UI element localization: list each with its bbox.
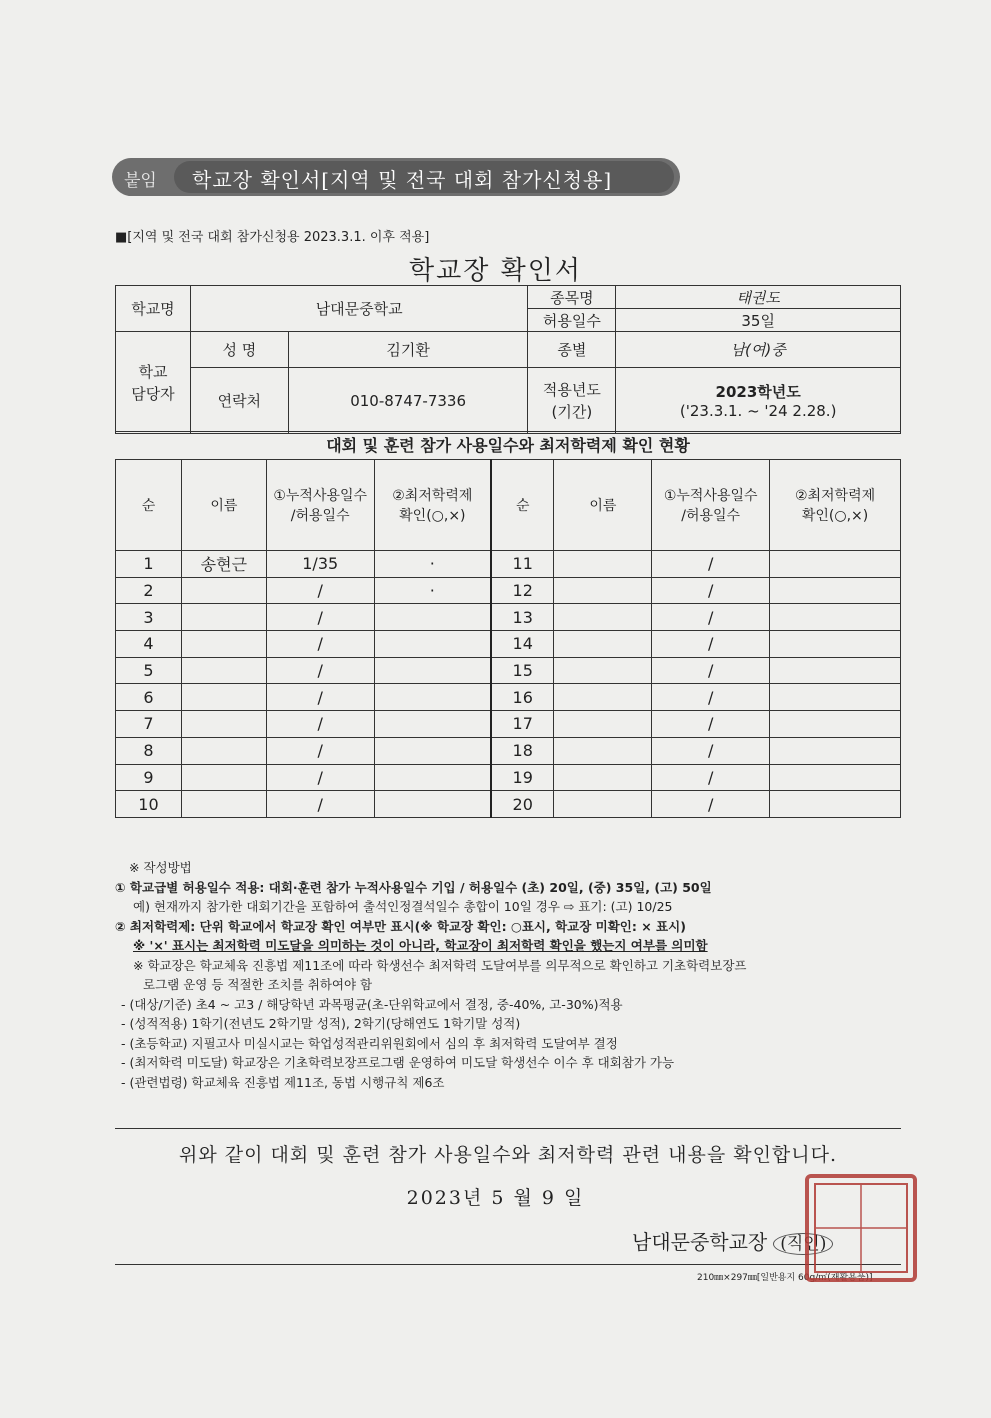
col-header-name: 이름 <box>181 460 266 551</box>
student-name <box>181 631 266 658</box>
note-detail: - (성적적용) 1학기(전년도 2학기말 성적), 2학기(당해연도 1학기말 성적) <box>121 1016 521 1031</box>
used-days: / <box>266 657 374 684</box>
table-row <box>116 711 901 738</box>
student-name <box>554 577 652 604</box>
note-detail: - (최저학력 미도달) 학교장은 기초학력보장프로그램 운영하여 미도달 학생선수 이수 후 대회참가 가능 <box>121 1055 675 1070</box>
academic-check <box>374 737 491 764</box>
academic-check <box>374 711 491 738</box>
student-name: 송현근 <box>181 551 266 578</box>
academic-check <box>770 711 901 738</box>
academic-check <box>770 604 901 631</box>
year-label: 적용년도 (기간) <box>528 368 616 434</box>
student-name <box>181 604 266 631</box>
staff-label: 학교 담당자 <box>116 332 191 434</box>
row-number: 7 <box>116 711 182 738</box>
sport-label: 종목명 <box>528 286 616 309</box>
student-name <box>181 684 266 711</box>
contact-label: 연락처 <box>190 368 288 434</box>
academic-check <box>770 577 901 604</box>
academic-check <box>374 764 491 791</box>
used-days: / <box>266 737 374 764</box>
used-days: / <box>652 551 770 578</box>
row-number: 4 <box>116 631 182 658</box>
banner-title: 학교장 확인서[지역 및 전국 대회 참가신청용] <box>192 168 613 192</box>
used-days: / <box>652 631 770 658</box>
student-name <box>554 764 652 791</box>
signature-mark: (직인) <box>773 1233 833 1255</box>
row-number: 1 <box>116 551 182 578</box>
used-days: / <box>652 764 770 791</box>
academic-check <box>374 791 491 818</box>
student-name <box>181 737 266 764</box>
school-value: 남대문중학교 <box>190 286 528 332</box>
col-header-no: 순 <box>116 460 182 551</box>
row-number: 17 <box>491 711 554 738</box>
col-header-no: 순 <box>491 460 554 551</box>
table-row <box>116 791 901 818</box>
row-number: 20 <box>491 791 554 818</box>
student-name <box>181 791 266 818</box>
row-number: 13 <box>491 604 554 631</box>
used-days: / <box>266 764 374 791</box>
note-principal-duty: ※ 학교장은 학교체육 진흥법 제11조에 따라 학생선수 최저학력 도달여부를 의무적으로 확인하고 기초학력보장프 <box>133 957 747 973</box>
confirmation-text: 위와 같이 대회 및 훈련 참가 사용일수와 최저학력 관련 내용을 확인합니다. <box>178 1144 838 1166</box>
note-allowed-days: ① 학교급별 허용일수 적용: 대회·훈련 참가 누적사용일수 기입 / 허용일수 (초) 20일, (중) 35일, (고) 50일 <box>115 879 712 895</box>
row-number: 16 <box>491 684 554 711</box>
table-row <box>116 684 901 711</box>
row-number: 12 <box>491 577 554 604</box>
note-detail: - (초등학교) 지필고사 미실시교는 학업성적관리위원회에서 심의 후 최저학력 도달여부 결정 <box>121 1035 618 1051</box>
academic-check <box>770 551 901 578</box>
student-name <box>181 764 266 791</box>
row-number: 2 <box>116 577 182 604</box>
used-days: / <box>652 604 770 631</box>
section-title: 대회 및 훈련 참가 사용일수와 최저학력제 확인 현황 <box>115 431 901 460</box>
row-number: 11 <box>491 551 554 578</box>
notes-heading: ※ 작성방법 <box>129 860 192 875</box>
used-days: / <box>652 684 770 711</box>
academic-check <box>770 631 901 658</box>
used-days: 1/35 <box>266 551 374 578</box>
issue-date: 2023년 5 월 9 일 <box>406 1187 585 1209</box>
academic-check <box>374 657 491 684</box>
student-name <box>554 631 652 658</box>
gender-value: 남(여)중 <box>616 332 901 368</box>
note-x-meaning: ※ '×' 표시는 최저학력 미도달을 의미하는 것이 아니라, 학교장이 최저학력 확인을 했는지 여부를 의미함 <box>133 938 708 953</box>
used-days: / <box>266 577 374 604</box>
note-principal-duty-cont: 로그램 운영 등 적절한 조치를 취하여야 함 <box>143 977 373 992</box>
student-name <box>554 791 652 818</box>
table-row <box>116 551 901 578</box>
col-header-name: 이름 <box>554 460 652 551</box>
academic-check <box>770 791 901 818</box>
academic-check <box>374 684 491 711</box>
student-name <box>554 551 652 578</box>
used-days: / <box>652 577 770 604</box>
writing-instructions <box>115 858 905 1092</box>
used-days: / <box>266 711 374 738</box>
info-table <box>115 285 901 434</box>
note-detail: - (대상/기준) 초4 ~ 고3 / 해당학년 과목평균(초-단위학교에서 결정, 중-40%, 고-30%)적용 <box>121 996 623 1012</box>
col-header-check: ②최저학력제 확인(○,×) <box>770 460 901 551</box>
school-label: 학교명 <box>116 286 191 332</box>
row-number: 8 <box>116 737 182 764</box>
divider <box>115 1128 901 1129</box>
row-number: 3 <box>116 604 182 631</box>
academic-check <box>770 764 901 791</box>
attachment-tag: 붙임 <box>124 171 157 191</box>
period-value: ('23.3.1. ~ '24 2.28.) <box>679 402 837 420</box>
allowed-label: 허용일수 <box>528 309 616 332</box>
academic-check: · <box>374 577 491 604</box>
contact-value: 010-8747-7336 <box>288 368 528 434</box>
title-banner <box>112 158 680 196</box>
student-name <box>554 604 652 631</box>
academic-check <box>374 604 491 631</box>
gender-label: 종별 <box>528 332 616 368</box>
row-number: 19 <box>491 764 554 791</box>
sport-value: 태권도 <box>616 286 901 309</box>
table-row <box>116 657 901 684</box>
academic-check: · <box>374 551 491 578</box>
used-days: / <box>652 657 770 684</box>
academic-check <box>770 657 901 684</box>
academic-check <box>770 737 901 764</box>
table-row <box>116 631 901 658</box>
row-number: 18 <box>491 737 554 764</box>
student-name <box>181 577 266 604</box>
official-seal <box>805 1174 917 1282</box>
used-days: / <box>266 604 374 631</box>
student-name <box>554 657 652 684</box>
allowed-value: 35일 <box>616 309 901 332</box>
row-number: 5 <box>116 657 182 684</box>
student-name <box>554 684 652 711</box>
note-min-academic: ② 최저학력제: 단위 학교에서 학교장 확인 여부만 표시(※ 학교장 확인: ○표시, 학교장 미확인: × 표시) <box>115 918 686 934</box>
academic-check <box>770 684 901 711</box>
rule-note: ■[지역 및 전국 대회 참가신청용 2023.3.1. 이후 적용] <box>115 230 430 245</box>
signer-name: 남대문중학교장 <box>632 1230 768 1254</box>
row-number: 10 <box>116 791 182 818</box>
signer <box>632 1226 833 1255</box>
row-number: 14 <box>491 631 554 658</box>
table-row <box>116 577 901 604</box>
student-name <box>554 711 652 738</box>
name-value: 김기환 <box>288 332 528 368</box>
note-allowed-example: 예) 현재까지 참가한 대회기간을 포함하여 출석인정결석일수 총합이 10일 경우 ⇨ 표기: (고) 10/25 <box>133 899 673 914</box>
document-title: 학교장 확인서 <box>409 256 582 286</box>
table-row <box>116 764 901 791</box>
student-name <box>181 657 266 684</box>
student-name <box>181 711 266 738</box>
year-cell <box>616 368 901 434</box>
row-number: 6 <box>116 684 182 711</box>
used-days: / <box>266 631 374 658</box>
year-value: 2023학년도 <box>715 383 801 401</box>
academic-check <box>374 631 491 658</box>
col-header-check: ②최저학력제 확인(○,×) <box>374 460 491 551</box>
used-days: / <box>652 711 770 738</box>
row-number: 15 <box>491 657 554 684</box>
student-name <box>554 737 652 764</box>
roster-table <box>115 459 901 818</box>
used-days: / <box>266 684 374 711</box>
name-label: 성 명 <box>190 332 288 368</box>
divider <box>115 1264 901 1265</box>
used-days: / <box>652 791 770 818</box>
table-row <box>116 604 901 631</box>
paper-spec-footer: 210㎜×297㎜[일반용지 60g/㎡(재활용품)] <box>697 1273 873 1283</box>
col-header-days: ①누적사용일수 /허용일수 <box>652 460 770 551</box>
used-days: / <box>266 791 374 818</box>
seal-graphic <box>809 1178 913 1278</box>
used-days: / <box>652 737 770 764</box>
note-detail: - (관련법령) 학교체육 진흥법 제11조, 동법 시행규칙 제6조 <box>121 1074 445 1090</box>
col-header-days: ①누적사용일수 /허용일수 <box>266 460 374 551</box>
table-row <box>116 737 901 764</box>
row-number: 9 <box>116 764 182 791</box>
